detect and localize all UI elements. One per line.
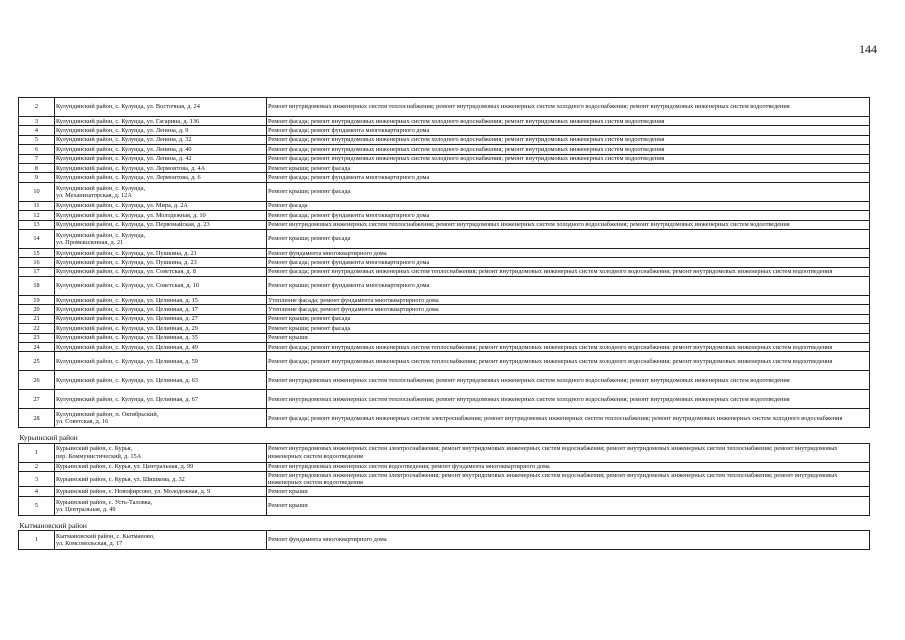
address-cell: Кулундинский район, с. Кулунда, ул. Первомайская, д. 23 [55, 220, 267, 229]
address-cell: Кулундинский район, с. Кулунда, ул. Целинная, д. 17 [55, 305, 267, 314]
row-number-cell: 5 [19, 135, 55, 144]
address-cell: Кулундинский район, с. Кулунда, ул. Целинная, д. 67 [55, 390, 267, 409]
table-row [19, 182, 870, 201]
address-cell: Курьинский район, с. Курья, ул. Шишкова, д. 32 [55, 472, 267, 487]
row-number-cell: 13 [19, 220, 55, 229]
works-cell: Ремонт фасада; ремонт фундамента многоквартирного дома [267, 211, 870, 220]
row-number-cell: 4 [19, 487, 55, 496]
row-number-cell: 1 [19, 443, 55, 462]
works-cell: Ремонт фундамента многоквартирного дома [267, 248, 870, 257]
works-cell: Ремонт фасада; ремонт фундамента многоквартирного дома [267, 258, 870, 267]
district-heading: Курьинский район [19, 428, 870, 443]
works-cell: Ремонт крыши; ремонт фасада [267, 163, 870, 172]
row-number-cell: 3 [19, 472, 55, 487]
row-number-cell: 7 [19, 154, 55, 163]
address-cell: Кулундинский район, с. Кулунда, ул. Целинная, д. 15 [55, 296, 267, 305]
works-cell: Ремонт фундамента многоквартирного дома [267, 531, 870, 550]
table-row [19, 443, 870, 462]
table-row [19, 390, 870, 409]
row-number-cell: 2 [19, 462, 55, 471]
works-cell: Ремонт фасада; ремонт внутридомовых инженерных систем теплоснабжения; ремонт внутридомовых инженерных систем холодного водоснабжения; ремонт внутридомовых инженерных систем водоотведения [267, 352, 870, 371]
row-number-cell: 3 [19, 117, 55, 126]
table-row [19, 343, 870, 352]
address-cell: Кулундинский район, с. Кулунда, ул. Восточная, д. 24 [55, 98, 267, 117]
address-cell: Кулундинский район, с. Кулунда, ул. Целинная, д. 63 [55, 371, 267, 390]
table-row [19, 267, 870, 276]
district-section-row [19, 428, 870, 443]
row-number-cell: 9 [19, 173, 55, 182]
table-row [19, 229, 870, 248]
row-number-cell: 28 [19, 409, 55, 428]
works-cell: Ремонт фасада; ремонт фундамента многоквартирного дома [267, 173, 870, 182]
address-cell: Кулундинский район, с. Кулунда, ул. Ленина, д. 42 [55, 154, 267, 163]
works-cell: Ремонт фасада; ремонт внутридомовых инженерных систем теплоснабжения; ремонт внутридомовых инженерных систем холодного водоснабжения; ремонт внутридомовых инженерных систем водоотведения [267, 267, 870, 276]
row-number-cell: 2 [19, 98, 55, 117]
row-number-cell: 25 [19, 352, 55, 371]
district-section-row [19, 515, 870, 530]
works-cell: Ремонт крыши [267, 487, 870, 496]
address-cell: Курьинский район, с. Новофирсово, ул. Молодежная, д. 9 [55, 487, 267, 496]
address-cell: Кулундинский район, с. Кулунда, ул. Ленина, д. 32 [55, 135, 267, 144]
row-number-cell: 10 [19, 182, 55, 201]
address-cell: Кулундинский район, с. Кулунда, ул. Мира, д. 2А [55, 201, 267, 210]
address-cell: Курьинский район, с. Курья, пер. Коммунистический, д. 15А [55, 443, 267, 462]
works-cell: Утепление фасада; ремонт фундамента многоквартирного дома [267, 296, 870, 305]
district-heading: Кытмановский район [19, 515, 870, 530]
address-cell: Кулундинский район, с. Кулунда, ул. Целинная, д. 35 [55, 333, 267, 342]
table-row [19, 487, 870, 496]
works-cell: Ремонт крыши; ремонт фасада [267, 182, 870, 201]
table-row [19, 211, 870, 220]
address-cell: Кулундинский район, с. Кулунда, ул. Целинная, д. 59 [55, 352, 267, 371]
works-cell: Ремонт крыши [267, 333, 870, 342]
table-row [19, 117, 870, 126]
works-cell: Ремонт внутридомовых инженерных систем теплоснабжения; ремонт внутридомовых инженерных систем холодного водоснабжения; ремонт внутридомовых инженерных систем водоотведения [267, 390, 870, 409]
table-row [19, 154, 870, 163]
table-row [19, 531, 870, 550]
row-number-cell: 17 [19, 267, 55, 276]
row-number-cell: 14 [19, 229, 55, 248]
table-row [19, 305, 870, 314]
works-cell: Ремонт фасада; ремонт внутридомовых инженерных систем холодного водоснабжения; ремонт внутридомовых инженерных систем водоотведения [267, 117, 870, 126]
table-row [19, 314, 870, 323]
address-cell: Кулундинский район, с. Кулунда, ул. Пушкина, д. 21 [55, 248, 267, 257]
page-number: 144 [859, 42, 877, 56]
table-row [19, 496, 870, 515]
works-cell: Ремонт крыши; ремонт фасада [267, 314, 870, 323]
works-cell: Ремонт внутридомовых инженерных систем теплоснабжения; ремонт внутридомовых инженерных систем холодного водоснабжения; ремонт внутридомовых инженерных систем водоотведения [267, 220, 870, 229]
address-cell: Курьинский район, с. Усть-Таловка, ул. Центральная, д. 49 [55, 496, 267, 515]
row-number-cell: 5 [19, 496, 55, 515]
works-cell: Ремонт крыши; ремонт фасада [267, 229, 870, 248]
works-cell: Ремонт фасада; ремонт фундамента многоквартирного дома [267, 126, 870, 135]
address-cell: Кулундинский район, с. Кулунда, ул. Целинная, д. 49 [55, 343, 267, 352]
address-cell: Кулундинский район, с. Кулунда, ул. Целинная, д. 27 [55, 314, 267, 323]
works-cell: Утепление фасада; ремонт фундамента многоквартирного дома [267, 305, 870, 314]
table-row [19, 472, 870, 487]
address-cell: Кулундинский район, с. Кулунда, ул. Целинная, д. 29 [55, 324, 267, 333]
row-number-cell: 24 [19, 343, 55, 352]
address-cell: Кулундинский район, с. Кулунда, ул. Ленина, д. 40 [55, 145, 267, 154]
row-number-cell: 18 [19, 277, 55, 296]
works-cell: Ремонт фасада; ремонт внутридомовых инженерных систем холодного водоснабжения; ремонт внутридомовых инженерных систем водоотведения [267, 135, 870, 144]
table-row [19, 462, 870, 471]
address-cell: Курьинский район, с. Курья, ул. Центральная, д. 99 [55, 462, 267, 471]
row-number-cell: 1 [19, 531, 55, 550]
row-number-cell: 22 [19, 324, 55, 333]
repair-register-body [19, 98, 870, 550]
address-cell: Кулундинский район, с. Кулунда, ул. Молодежная, д. 10 [55, 211, 267, 220]
row-number-cell: 20 [19, 305, 55, 314]
table-row [19, 173, 870, 182]
works-cell: Ремонт крыши [267, 496, 870, 515]
address-cell: Кулундинский район, с. Кулунда, ул. Ленина, д. 9 [55, 126, 267, 135]
works-cell: Ремонт фасада; ремонт внутридомовых инженерных систем теплоснабжения; ремонт внутридомовых инженерных систем холодного водоснабжения; ремонт внутридомовых инженерных систем водоотведения [267, 343, 870, 352]
table-row [19, 201, 870, 210]
works-cell: Ремонт внутридомовых инженерных систем электроснабжения; ремонт внутридомовых инженерных систем водоснабжения; ремонт внутридомовых инженерных систем теплоснабжения; ремонт внутридомовых инженерных систем водоотведения [267, 472, 870, 487]
repair-register-table [18, 97, 870, 550]
address-cell: Кулундинский район, с. Кулунда, ул. Лермонтова, д. 6 [55, 173, 267, 182]
row-number-cell: 11 [19, 201, 55, 210]
address-cell: Кулундинский район, с. Кулунда, ул. Механизаторская, д. 12А [55, 182, 267, 201]
works-cell: Ремонт крыши; ремонт фасада [267, 324, 870, 333]
row-number-cell: 19 [19, 296, 55, 305]
works-cell: Ремонт внутридомовых инженерных систем теплоснабжения; ремонт внутридомовых инженерных систем холодного водоснабжения; ремонт внутридомовых инженерных систем водоотведения [267, 371, 870, 390]
table-row [19, 98, 870, 117]
works-cell: Ремонт фасада; ремонт внутридомовых инженерных систем холодного водоснабжения; ремонт внутридомовых инженерных систем водоотведения [267, 154, 870, 163]
works-cell: Ремонт фасада [267, 201, 870, 210]
table-row [19, 296, 870, 305]
address-cell: Кулундинский район, с. Кулунда, ул. Советская, д. 8 [55, 267, 267, 276]
row-number-cell: 15 [19, 248, 55, 257]
table-row [19, 258, 870, 267]
address-cell: Кулундинский район, с. Кулунда, ул. Гагарина, д. 136 [55, 117, 267, 126]
row-number-cell: 12 [19, 211, 55, 220]
table-row [19, 324, 870, 333]
repair-register-sheet [18, 97, 869, 550]
works-cell: Ремонт фасада; ремонт внутридомовых инженерных систем электроснабжения; ремонт внутридомовых инженерных систем теплоснабжения; ремонт внутридомовых инженерных систем холодного водоснабжения [267, 409, 870, 428]
works-cell: Ремонт крыши; ремонт фундамента многоквартирного дома [267, 277, 870, 296]
row-number-cell: 8 [19, 163, 55, 172]
row-number-cell: 26 [19, 371, 55, 390]
row-number-cell: 23 [19, 333, 55, 342]
works-cell: Ремонт внутридомовых инженерных систем теплоснабжения; ремонт внутридомовых инженерных систем холодного водоснабжения; ремонт внутридомовых инженерных систем водоотведения [267, 98, 870, 117]
row-number-cell: 16 [19, 258, 55, 267]
table-row [19, 371, 870, 390]
address-cell: Кулундинский район, с. Кулунда, ул. Пушкина, д. 23 [55, 258, 267, 267]
table-row [19, 248, 870, 257]
table-row [19, 126, 870, 135]
table-row [19, 277, 870, 296]
table-row [19, 352, 870, 371]
table-row [19, 409, 870, 428]
table-row [19, 145, 870, 154]
row-number-cell: 6 [19, 145, 55, 154]
row-number-cell: 4 [19, 126, 55, 135]
table-row [19, 163, 870, 172]
table-row [19, 333, 870, 342]
address-cell: Кулундинский район, с. Кулунда, ул. Лермонтова, д. 4А [55, 163, 267, 172]
works-cell: Ремонт внутридомовых инженерных систем водоотведения; ремонт фундамента многоквартирного дома [267, 462, 870, 471]
address-cell: Кулундинский район, с. Кулунда, ул. Промышленная, д. 21 [55, 229, 267, 248]
table-row [19, 220, 870, 229]
works-cell: Ремонт внутридомовых инженерных систем электроснабжения; ремонт внутридомовых инженерных систем водоснабжения; ремонт внутридомовых инженерных систем теплоснабжения; ремонт внутридомовых инженерных систем водоотведения [267, 443, 870, 462]
address-cell: Кулундинский район, п. Октябрьский, ул. Советская, д. 16 [55, 409, 267, 428]
row-number-cell: 27 [19, 390, 55, 409]
table-row [19, 135, 870, 144]
works-cell: Ремонт фасада; ремонт внутридомовых инженерных систем холодного водоснабжения; ремонт внутридомовых инженерных систем водоотведения [267, 145, 870, 154]
address-cell: Кулундинский район, с. Кулунда, ул. Советская, д. 10 [55, 277, 267, 296]
address-cell: Кытмановский район, с. Кытманово, ул. Комсомольская, д. 17 [55, 531, 267, 550]
row-number-cell: 21 [19, 314, 55, 323]
